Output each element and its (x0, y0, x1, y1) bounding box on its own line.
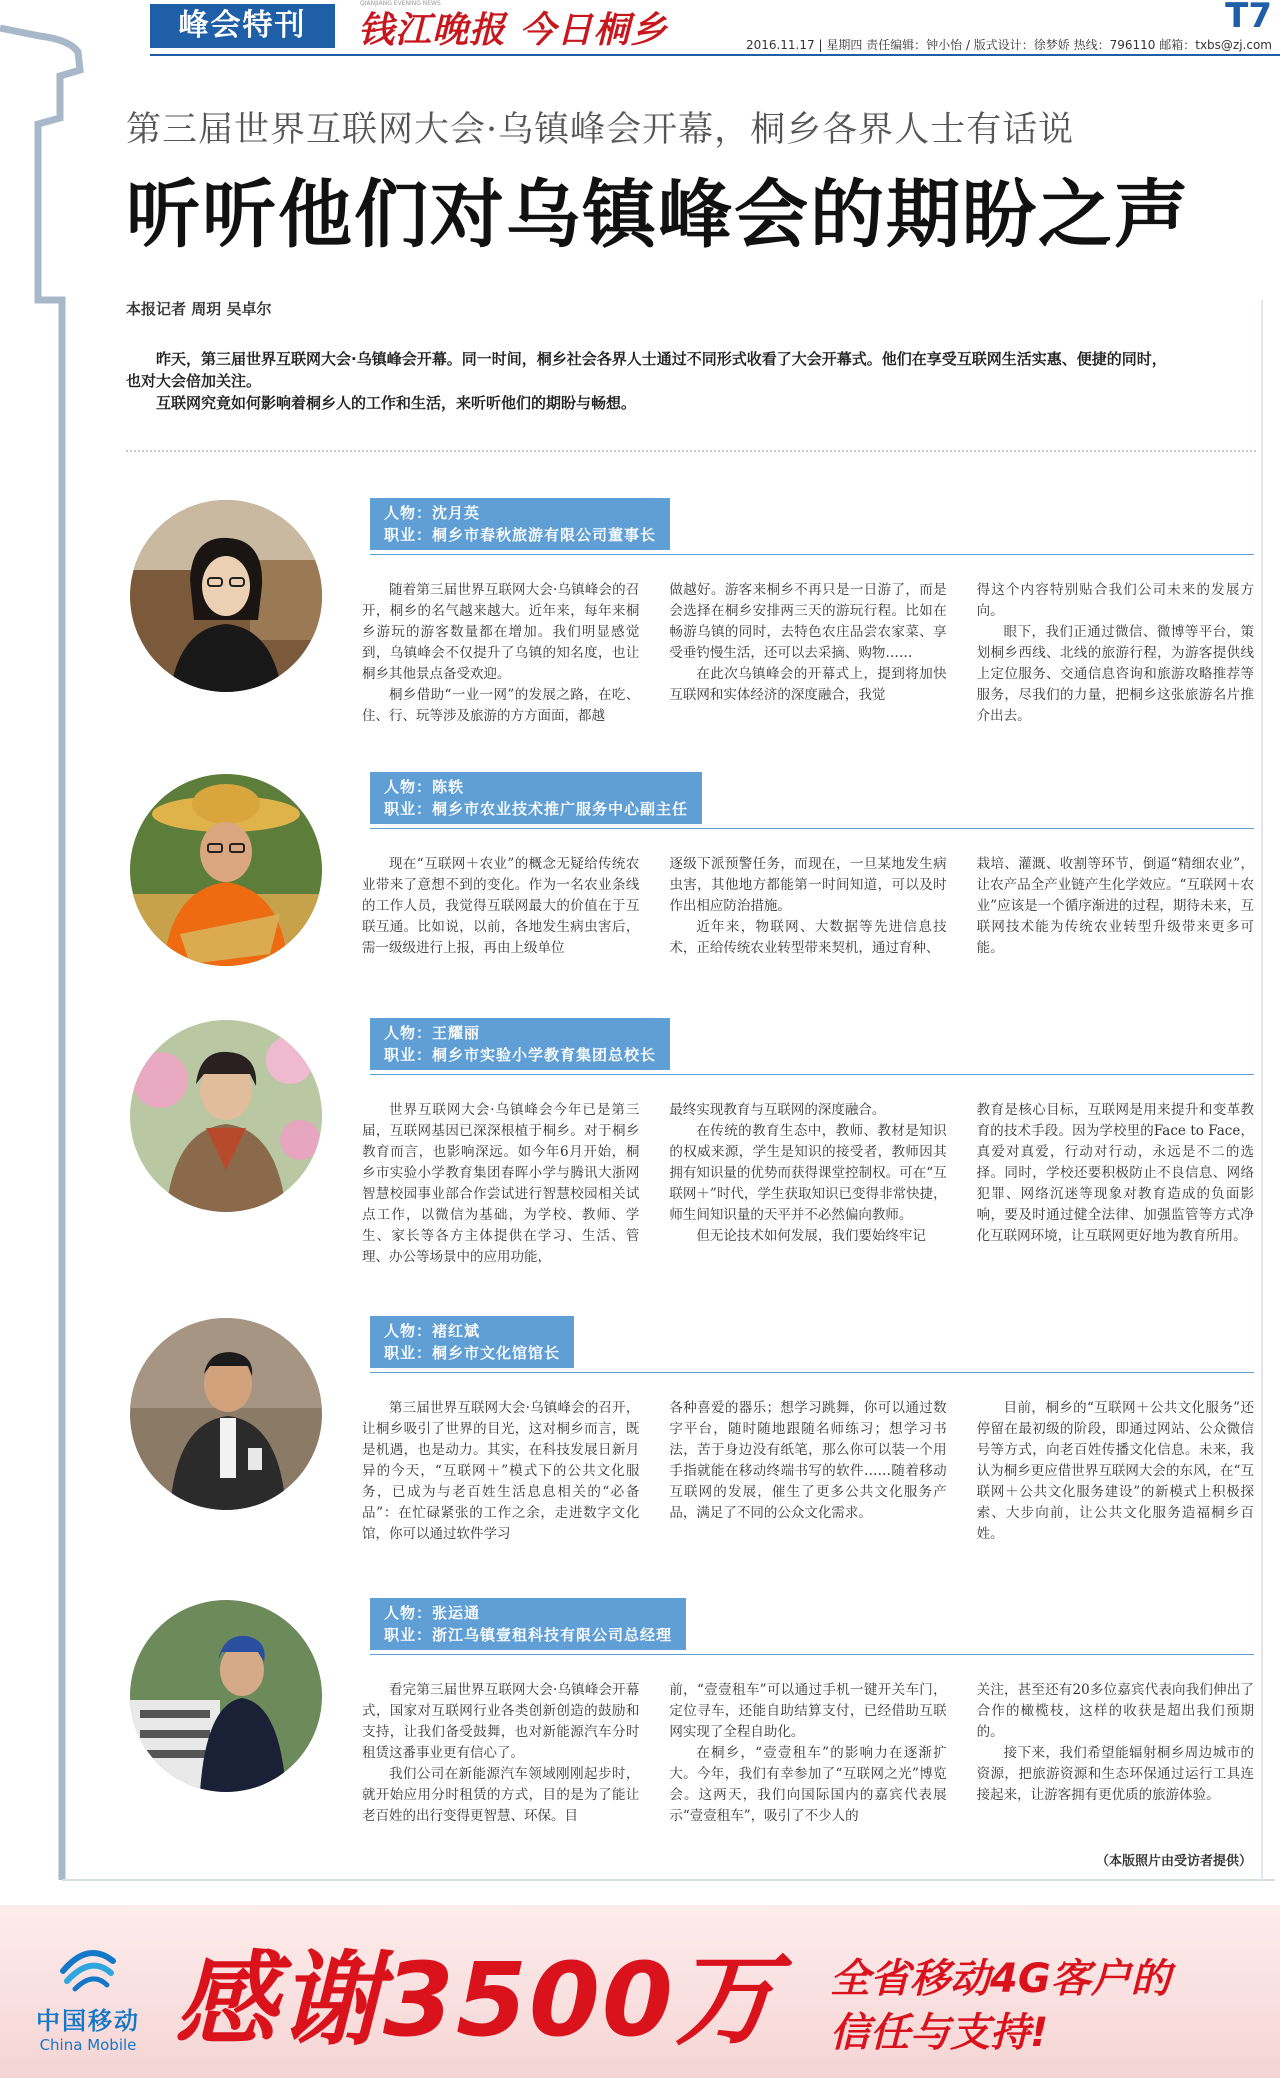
paragraph: 栽培、灌溉、收割等环节，倒逼“精细农业”，让农产品全产业链产生化学效应。“互联网＋农业”应该是一个循序渐进的过程，期待未来，互联网技术能为传统农业转型升级带来更多可能。 (976, 856, 1254, 956)
article-byline: 本报记者 周玥 吴卓尔 (126, 300, 272, 318)
china-mobile-advertisement (0, 1905, 1280, 2078)
paragraph: 现在“互联网＋农业”的概念无疑给传统农业带来了意想不到的变化。作为一名农业条线的工作人员，我觉得互联网最大的价值在于互联互通。比如说，以前，各地发生病虫害后，需一级级进行上报，再由上级单位 (362, 856, 640, 956)
person-role: 职业：浙江乌镇壹租科技有限公司总经理 (384, 1626, 673, 1644)
ad-sub-slogan-2: 信任与支持! (830, 2010, 1049, 2056)
section-divider (126, 450, 1256, 452)
paragraph: 做越好。游客来桐乡不再只是一日游了，而是会选择在桐乡安排两三天的游玩行程。比如在畅游乌镇的同时，去特色农庄品尝农家菜、享受垂钓慢生活，还可以去采摘、购物…… (669, 582, 947, 661)
portrait-photo (130, 1318, 322, 1510)
portrait-photo (130, 774, 322, 966)
person-label (370, 772, 702, 824)
profile-chen-yi (126, 772, 1266, 972)
text-column-1 (362, 1398, 639, 1545)
text-column-1 (362, 1680, 639, 1827)
label-underline (370, 1654, 1254, 1655)
paper-name-logo: 钱江晚报 今日桐乡 (358, 9, 668, 51)
paragraph: 近年来，物联网、大数据等先进信息技术，正给传统农业转型带来契机，通过育种、 (669, 919, 947, 956)
text-column-2 (669, 854, 946, 959)
portrait-photo (130, 1600, 322, 1792)
issue-info-line: 2016.11.17 | 星期四 责任编辑：钟小怡 / 版式设计：徐梦娇 热线：796110 邮箱：txbs@zj.com (745, 38, 1272, 52)
profile-text-columns (362, 854, 1254, 959)
paragraph: 最终实现教育与互联网的深度融合。 (669, 1102, 886, 1118)
text-column-3 (977, 1100, 1254, 1268)
text-column-3 (977, 1680, 1254, 1827)
person-name: 人物：沈月英 (384, 504, 481, 522)
brand-name-en: China Mobile (39, 2036, 137, 2054)
china-mobile-logo (28, 1935, 148, 2054)
person-label (370, 1018, 670, 1070)
person-role: 职业：桐乡市实验小学教育集团总校长 (384, 1046, 657, 1064)
portrait-photo (130, 1020, 322, 1212)
profile-shen-yueying (126, 498, 1266, 738)
person-name: 人物：陈轶 (384, 778, 465, 796)
profile-text-columns (362, 580, 1254, 727)
paragraph: 世界互联网大会·乌镇峰会今年已是第三届，互联网基因已深深根植于桐乡。对于桐乡教育而言，也影响深远。如今年6月开始，桐乡市实验小学教育集团春晖小学与腾讯大浙网智慧校园事业部合作尝试进行智慧校园相关试点工作，以微信为基础，为学校、教师、学生、家长等各方主体提供在学习、生活、管理、办公等场景中的应用功能， (362, 1102, 640, 1265)
person-name: 人物：张运通 (384, 1604, 481, 1622)
paragraph: 在桐乡，“壹壹租车”的影响力在逐渐扩大。今年，我们有幸参加了“互联网之光”博览会。这两天，我们向国际国内的嘉宾代表展示“壹壹租车”，吸引了不少人的 (669, 1745, 947, 1824)
person-name: 人物：褚红斌 (384, 1322, 481, 1340)
person-role: 职业：桐乡市农业技术推广服务中心副主任 (384, 800, 689, 818)
label-underline (370, 1074, 1254, 1075)
paragraph: 关注，甚至还有20多位嘉宾代表向我们伸出了合作的橄榄枝，这样的收获是超出我们预期的。 (976, 1682, 1254, 1740)
article-lead (126, 348, 1256, 414)
paragraph: 各种喜爱的器乐；想学习跳舞，你可以通过数字平台，随时随地跟随名师练习；想学习书法，苦于身边没有纸笔，那么你可以装一个用手指就能在移动终端书写的软件……随着移动互联网的发展，催生了更多公共文化服务产品，满足了不同的公众文化需求。 (669, 1400, 947, 1521)
paragraph: 但无论技术如何发展，我们要始终牢记 (696, 1228, 926, 1244)
paragraph: 前，“壹壹租车”可以通过手机一键开关车门，定位寻车，还能自助结算支付，已经借助互联网实现了全程自助化。 (669, 1682, 947, 1740)
paragraph: 我们公司在新能源汽车领域刚刚起步时，就开始应用分时租赁的方式，目的是为了能让老百姓的出行变得更智慧、环保。目 (362, 1766, 640, 1824)
paragraph: 眼下，我们正通过微信、微博等平台，策划桐乡西线、北线的旅游行程，为游客提供线上定位服务、交通信息咨询和旅游攻略推荐等服务，尽我们的力量，把桐乡这张旅游名片推介出去。 (976, 624, 1254, 724)
text-column-2 (669, 1680, 946, 1827)
text-column-3 (977, 1398, 1254, 1545)
portrait-photo (130, 500, 322, 692)
china-mobile-swirl-icon (53, 1935, 123, 1995)
person-label (370, 1598, 686, 1650)
text-column-2 (669, 580, 946, 727)
paper-name-english: QIANJIANG EVENING NEWS (360, 0, 441, 7)
paragraph: 桐乡借助“一业一网”的发展之路，在吃、住、行、玩等涉及旅游的方方面面，都越 (362, 687, 640, 724)
person-name: 人物：王耀丽 (384, 1024, 481, 1042)
label-underline (370, 554, 1254, 555)
person-label (370, 498, 670, 550)
lead-paragraph-1-cont: 也对大会倍加关注。 (126, 372, 262, 390)
paragraph: 在传统的教育生态中，教师、教材是知识的权威来源，学生是知识的接受者，教师因其拥有知识量的优势而获得课堂控制权。可在“互联网＋”时代，学生获取知识已变得非常快捷，师生间知识量的天平并不必然偏向教师。 (669, 1123, 947, 1223)
ad-main-slogan: 感谢3500万 (175, 1941, 779, 2060)
text-column-1 (362, 580, 639, 727)
profile-text-columns (362, 1680, 1254, 1827)
paragraph: 得这个内容特别贴合我们公司未来的发展方向。 (976, 582, 1254, 619)
lead-paragraph-1: 昨天，第三届世界互联网大会·乌镇峰会开幕。同一时间，桐乡社会各界人士通过不同形式收看了大会开幕式。他们在享受互联网生活实惠、便捷的同时， (156, 350, 1167, 368)
profile-wang-yaoli (126, 1018, 1266, 1265)
paragraph: 逐级下派预警任务，而现在，一旦某地发生病虫害，其他地方都能第一时间知道，可以及时作出相应防治措施。 (669, 856, 947, 914)
profile-text-columns (362, 1398, 1254, 1545)
photo-credit: （本版照片由受访者提供） (1095, 1854, 1252, 1869)
masthead (150, 0, 1280, 58)
paragraph: 第三届世界互联网大会·乌镇峰会的召开，让桐乡吸引了世界的目光，这对桐乡而言，既是机遇，也是动力。其实，在科技发展日新月异的今天，“互联网＋”模式下的公共文化服务，已成为与老百姓生活息息相关的“必备品”：在忙碌紧张的工作之余，走进数字文化馆，你可以通过软件学习 (362, 1400, 640, 1542)
label-underline (370, 1372, 1254, 1373)
person-role: 职业：桐乡市春秋旅游有限公司董事长 (384, 526, 657, 544)
lead-paragraph-2: 互联网究竟如何影响着桐乡人的工作和生活，来听听他们的期盼与畅想。 (156, 394, 637, 412)
brand-name-cn: 中国移动 (36, 2007, 140, 2035)
person-label (370, 1316, 574, 1368)
article-headline: 听听他们对乌镇峰会的期盼之声 (126, 172, 1190, 258)
text-column-1 (362, 1100, 639, 1268)
paragraph: 在此次乌镇峰会的开幕式上，提到将加快互联网和实体经济的深度融合，我觉 (669, 666, 947, 703)
paragraph: 接下来，我们希望能辐射桐乡周边城市的资源，把旅游资源和生态环保通过运行工具连接起来，让游客拥有更优质的旅游体验。 (976, 1745, 1254, 1803)
paragraph: 教育是核心目标，互联网是用来提升和变革教育的技术手段。因为学校里的Face to Face，真爱对真爱，行动对行动，永远是不二的选择。同时，学校还要积极防止不良信息、网络犯罪、网络沉迷等现象对教育造成的负面影响，要及时通过健全法律、加强监管等方式净化互联网环境，让互联网更好地为教育所用。 (976, 1102, 1254, 1244)
paragraph: 看完第三届世界互联网大会·乌镇峰会开幕式，国家对互联网行业各类创新创造的鼓励和支持，让我们备受鼓舞，也对新能源汽车分时租赁这番事业更有信心了。 (362, 1682, 640, 1761)
text-column-2 (669, 1100, 946, 1268)
paragraph: 随着第三届世界互联网大会·乌镇峰会的召开，桐乡的名气越来越大。近年来，每年来桐乡游玩的游客数量都在增加。我们明显感觉到，乌镇峰会不仅提升了乌镇的知名度，也让桐乡其他景点备受欢迎。 (362, 582, 640, 682)
text-column-2 (669, 1398, 946, 1545)
article-kicker: 第三届世界互联网大会·乌镇峰会开幕，桐乡各界人士有话说 (126, 110, 1075, 150)
text-column-3 (977, 854, 1254, 959)
paragraph: 目前，桐乡的“互联网＋公共文化服务”还停留在最初级的阶段，即通过网站、公众微信号等方式，向老百姓传播文化信息。未来，我认为桐乡更应借世界互联网大会的东风，在“互联网＋公共文化服务建设”的新模式上积极探索、大步向前，让公共文化服务造福桐乡百姓。 (976, 1400, 1254, 1542)
section-tag: 峰会特刊 (150, 4, 335, 48)
label-underline (370, 828, 1254, 829)
profile-zhang-yuntong (126, 1598, 1266, 1838)
masthead-rule (150, 54, 1280, 56)
text-column-3 (977, 580, 1254, 727)
person-role: 职业：桐乡市文化馆馆长 (384, 1344, 561, 1362)
ad-sub-slogan-1: 全省移动4G客户的 (830, 1956, 1171, 2002)
page-number: T7 (1225, 0, 1272, 36)
text-column-1 (362, 854, 639, 959)
profile-chu-hongbin (126, 1316, 1266, 1556)
profile-text-columns (362, 1100, 1254, 1268)
